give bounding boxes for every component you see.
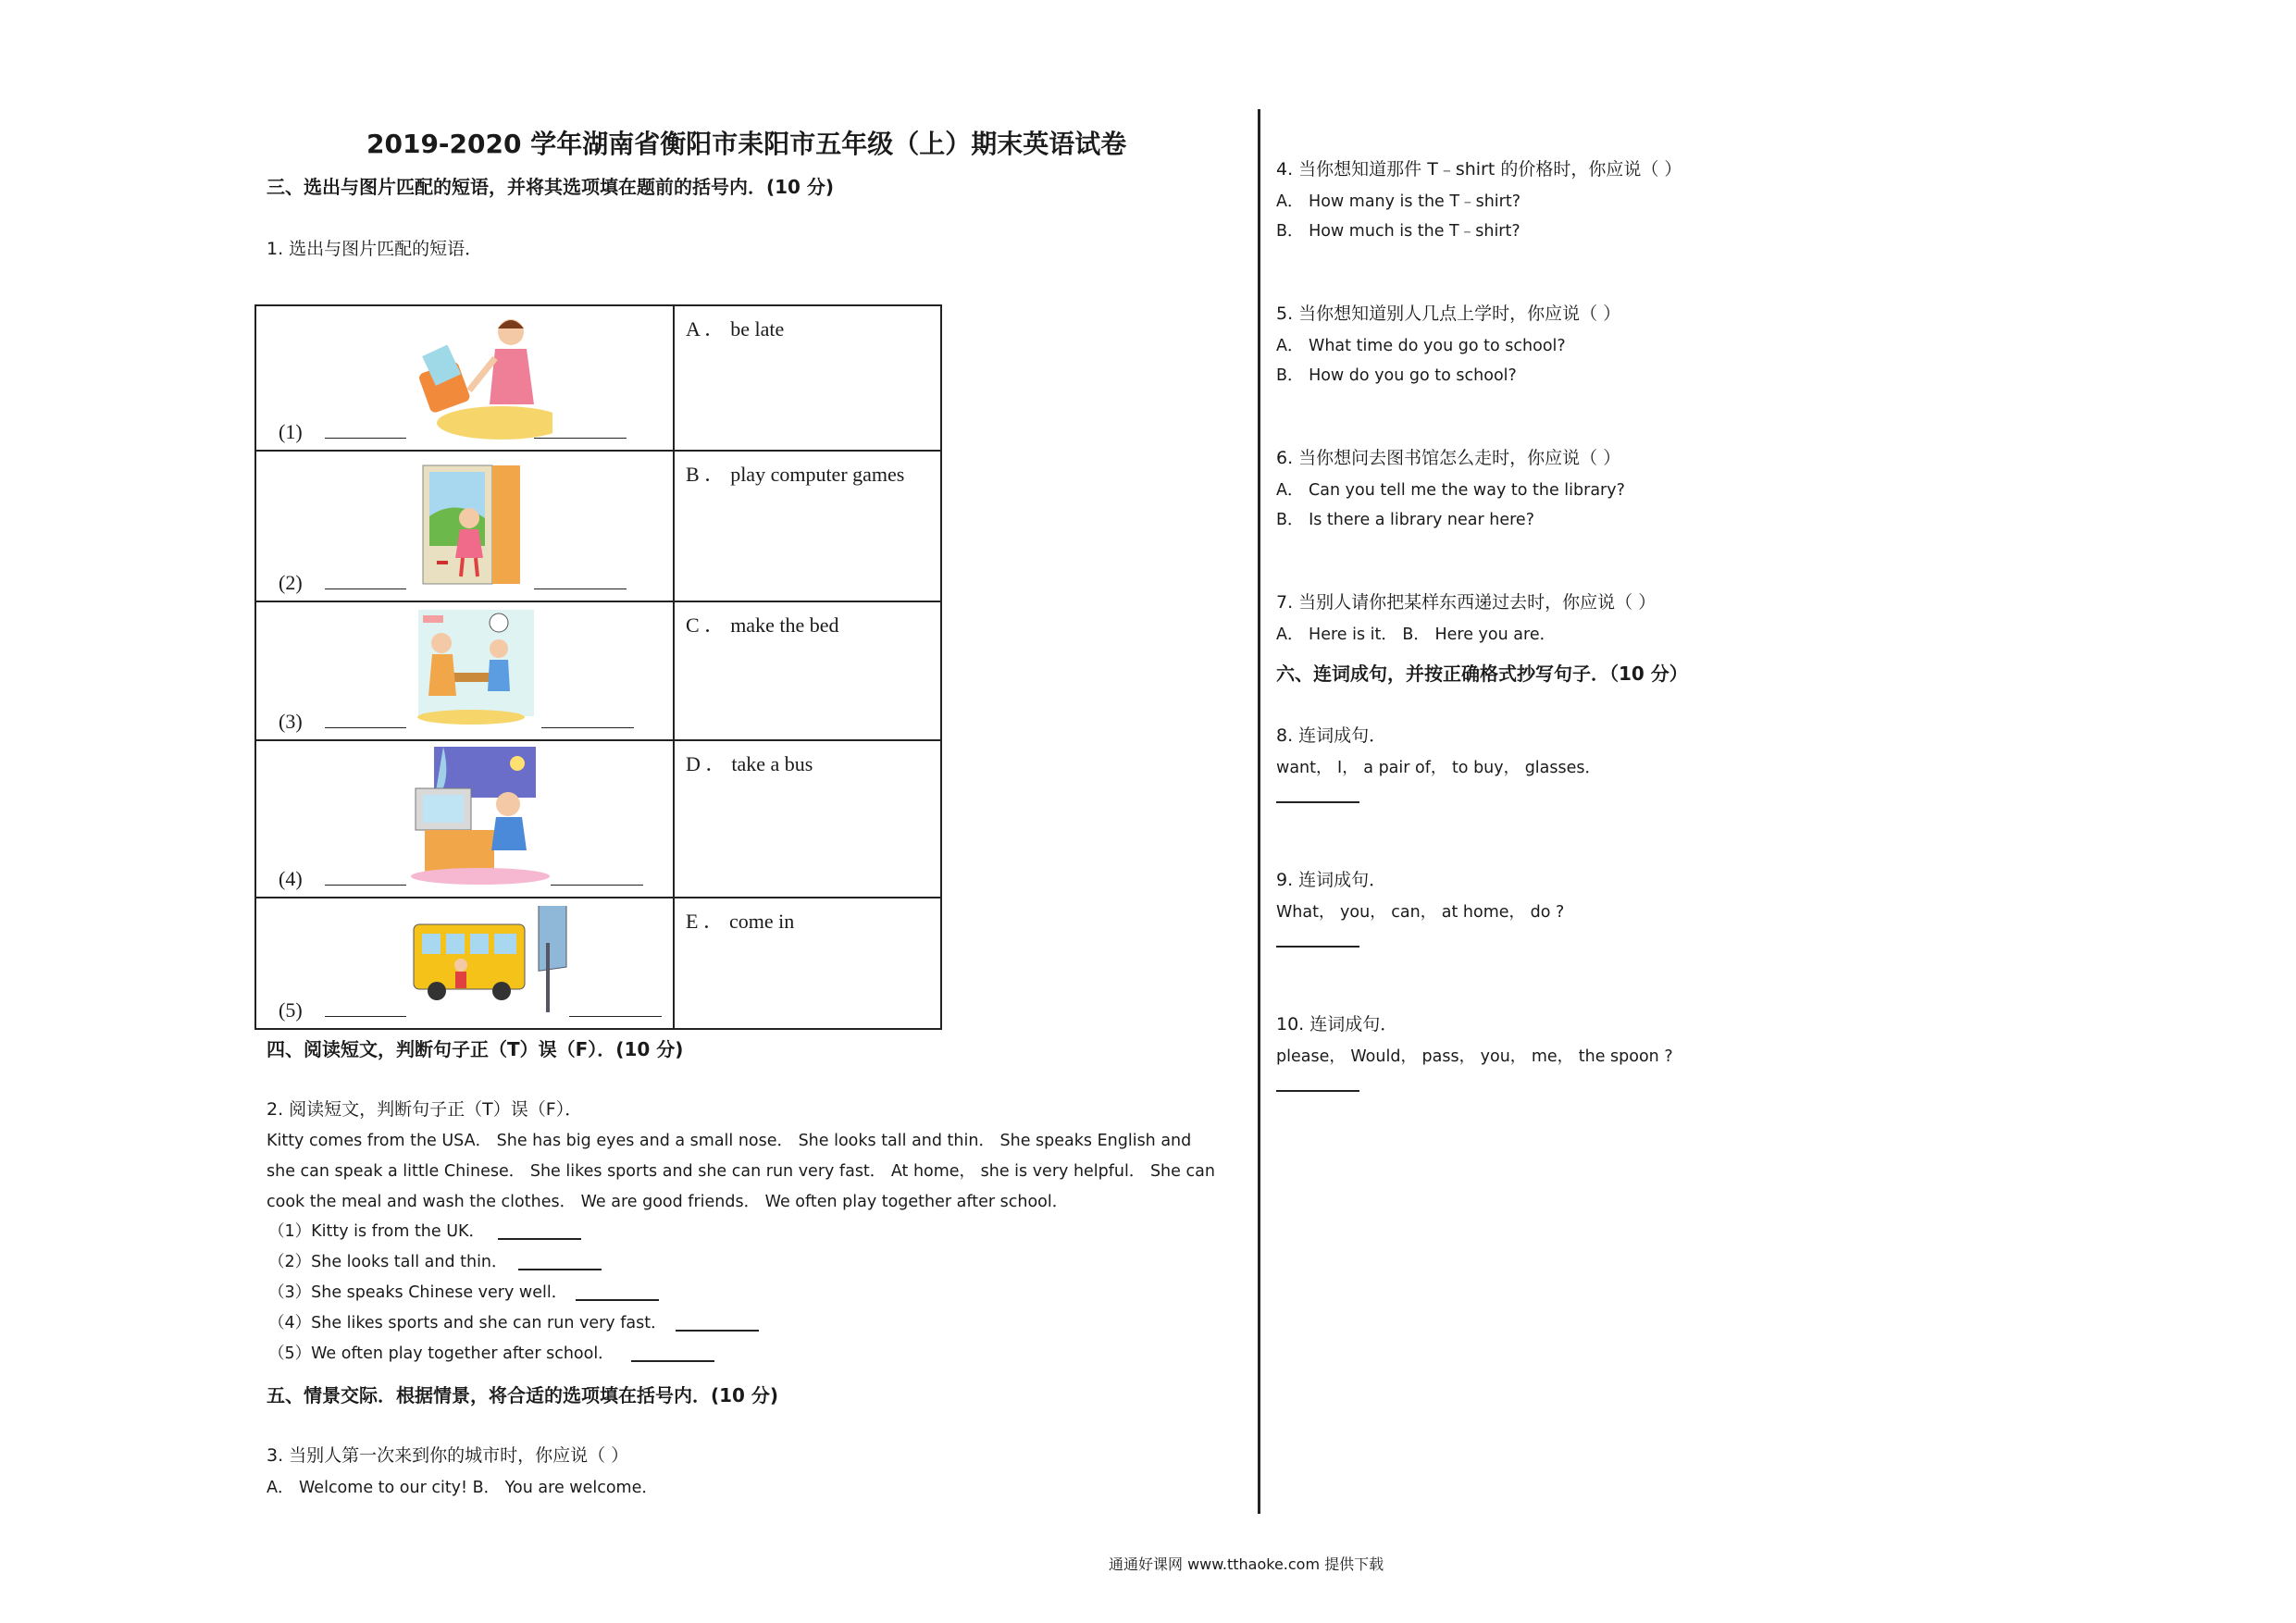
row-label-3: (3) xyxy=(279,710,303,733)
answer-line-s1[interactable] xyxy=(498,1238,581,1240)
answer-blank-left-3[interactable] xyxy=(325,727,406,728)
passage-line-3: cook the meal and wash the clothes． We are good friends． We often play together after school． xyxy=(267,1193,1069,1211)
question-10-stem: 10. 连词成句． xyxy=(1276,1014,1398,1035)
answer-line-s3[interactable] xyxy=(576,1299,659,1301)
option-letter-b: B ． xyxy=(686,463,726,486)
row-label-2: (2) xyxy=(279,571,303,594)
question-9-stem: 9. 连词成句． xyxy=(1276,870,1387,890)
page-title: 2019-2020 学年湖南省衡阳市耒阳市五年级（上）期末英语试卷 xyxy=(366,129,1127,159)
passage-line-1: Kitty comes from the USA． She has big eyes and a small nose． She looks tall and thin． She speaks English and xyxy=(267,1132,1192,1150)
option-letter-c: C ． xyxy=(686,613,726,637)
answer-blank-right-2[interactable] xyxy=(534,588,627,589)
section-6-heading: 六、连词成句，并按正确格式抄写句子．（10 分） xyxy=(1276,663,1688,685)
section-4-heading: 四、阅读短文，判断句子正（T）误（F）．(10 分) xyxy=(267,1038,684,1060)
option-text-e: come in xyxy=(728,910,795,933)
section-3-heading: 三、选出与图片匹配的短语，并将其选项填在题前的括号内．(10 分) xyxy=(267,176,835,198)
question-3-options: A． Welcome to our city! B． You are welcome． xyxy=(267,1479,658,1497)
option-letter-d: D ． xyxy=(686,752,726,775)
question-4-option-b: B． How much is the T﹣shirt? xyxy=(1276,222,1520,241)
statement-2: （2）She looks tall and thin． xyxy=(268,1253,508,1271)
question-7-stem: 7. 当别人请你把某样东西递过去时，你应说（ ） xyxy=(1276,592,1657,613)
question-5-option-a: A． What time do you go to school? xyxy=(1276,337,1566,355)
option-cell-c xyxy=(674,601,941,740)
answer-line-q10[interactable] xyxy=(1276,1090,1359,1092)
bus-stop-illustration xyxy=(409,906,576,1017)
option-letter-a: A ． xyxy=(686,317,726,341)
picture-cell-1 xyxy=(255,305,674,451)
option-text-d: take a bus xyxy=(731,752,813,775)
option-text-b: play computer games xyxy=(730,463,905,486)
row-label-4: (4) xyxy=(279,867,303,890)
picture-cell-3 xyxy=(255,601,674,740)
question-4-option-a: A． How many is the T﹣shirt? xyxy=(1276,192,1520,211)
question-5-stem: 5. 当你想知道别人几点上学时，你应说（ ） xyxy=(1276,304,1621,324)
question-7-options: A． Here is it． B． Here you are． xyxy=(1276,626,1557,644)
statement-3: （3）She speaks Chinese very well． xyxy=(268,1283,568,1302)
row-label-5: (5) xyxy=(279,998,303,1022)
answer-line-q8[interactable] xyxy=(1276,801,1359,803)
question-1-stem: 1. 选出与图片匹配的短语． xyxy=(267,239,483,259)
answer-blank-left-1[interactable] xyxy=(325,438,406,439)
matching-table xyxy=(254,304,942,1030)
option-text-c: make the bed xyxy=(730,613,839,637)
statement-4: （4）She likes sports and she can run very fast． xyxy=(268,1314,667,1332)
question-6-stem: 6. 当你想问去图书馆怎么走时，你应说（ ） xyxy=(1276,448,1621,468)
option-text-a: be late xyxy=(730,317,785,341)
question-3-stem: 3. 当别人第一次来到你的城市时，你应说（ ） xyxy=(267,1445,629,1466)
passage-line-2: she can speak a little Chinese． She likes sports and she can run very fast． At home， she is very helpful． She can xyxy=(267,1162,1215,1181)
statement-5: （5）We often play together after school． xyxy=(268,1344,614,1363)
answer-blank-left-2[interactable] xyxy=(325,588,406,589)
answer-blank-left-5[interactable] xyxy=(325,1016,406,1017)
teacher-and-students-illustration xyxy=(414,608,543,728)
answer-blank-right-3[interactable] xyxy=(541,727,634,728)
boy-playing-computer-illustration xyxy=(406,747,554,886)
picture-cell-4 xyxy=(255,740,674,898)
answer-line-s2[interactable] xyxy=(518,1269,602,1270)
question-6-option-b: B． Is there a library near here? xyxy=(1276,511,1534,529)
option-cell-b xyxy=(674,451,941,601)
answer-line-s4[interactable] xyxy=(676,1330,759,1332)
answer-line-q9[interactable] xyxy=(1276,946,1359,948)
woman-making-bed-illustration xyxy=(414,312,552,441)
option-cell-a xyxy=(674,305,941,451)
question-2-stem: 2. 阅读短文，判断句子正（T）误（F）． xyxy=(267,1099,583,1120)
question-8-words: want， I， a pair of， to buy， glasses． xyxy=(1276,759,1602,777)
section-5-heading: 五、情景交际．根据情景，将合适的选项填在括号内．(10 分) xyxy=(267,1384,779,1406)
question-10-words: please， Would， pass， you， me， the spoon ? xyxy=(1276,1047,1673,1066)
option-letter-e: E ． xyxy=(686,910,724,933)
row-label-1: (1) xyxy=(279,420,303,443)
question-4-stem: 4. 当你想知道那件 T﹣shirt 的价格时，你应说（ ） xyxy=(1276,159,1682,180)
picture-cell-2 xyxy=(255,451,674,601)
question-5-option-b: B． How do you go to school? xyxy=(1276,366,1517,385)
statement-1: （1）Kitty is from the UK． xyxy=(268,1222,486,1241)
question-8-stem: 8. 连词成句． xyxy=(1276,725,1387,746)
answer-blank-right-1[interactable] xyxy=(534,438,627,439)
question-9-words: What， you， can， at home， do ? xyxy=(1276,903,1565,922)
option-cell-e xyxy=(674,898,941,1029)
girl-at-door-illustration xyxy=(418,461,534,590)
answer-blank-left-4[interactable] xyxy=(325,885,406,886)
picture-cell-5 xyxy=(255,898,674,1029)
column-divider xyxy=(1258,109,1260,1514)
question-6-option-a: A． Can you tell me the way to the library? xyxy=(1276,481,1625,500)
option-cell-d xyxy=(674,740,941,898)
answer-line-s5[interactable] xyxy=(631,1360,714,1362)
answer-blank-right-5[interactable] xyxy=(569,1016,662,1017)
answer-blank-right-4[interactable] xyxy=(551,885,643,886)
footer-text: 通通好课网 www.tthaoke.com 提供下载 xyxy=(1109,1555,1384,1573)
